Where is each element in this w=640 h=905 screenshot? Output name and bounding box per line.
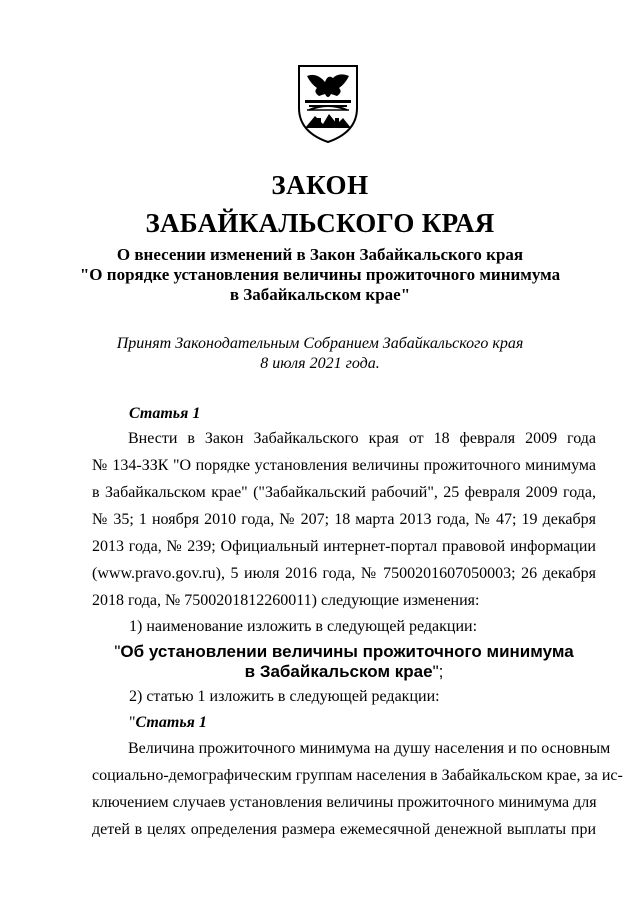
paragraph-line: № 35; 1 ноября 2010 года, № 207; 18 марта 2013 года, № 47; 19 декабря: [92, 511, 596, 528]
inner-paragraph-line: Величина прожиточного минимума на душу населения и по основным: [128, 740, 611, 757]
zabaykalsky-coat-of-arms-icon: [295, 62, 361, 144]
inner-article-heading: [129, 714, 207, 732]
paragraph-line: (www.pravo.gov.ru), 5 июля 2016 года, № 7500201607050003; 26 декабря: [92, 565, 596, 582]
subtitle-line: "О порядке установления величины прожиточного минимума: [79, 265, 561, 284]
paragraph-line: 2018 года, № 7500201812260011) следующие изменения:: [92, 592, 480, 609]
amendment-item-2: 2) статью 1 изложить в следующей редакции:: [129, 688, 440, 705]
inner-paragraph-line: детей в целях определения размера ежемесячной денежной выплаты при: [92, 821, 596, 838]
new-name-line-1: [92, 642, 596, 662]
amendment-item-1: 1) наименование изложить в следующей редакции:: [129, 618, 478, 635]
paragraph-line: в Забайкальском крае" ("Забайкальский рабочий", 25 февраля 2009 года,: [92, 484, 596, 501]
document-type-title: ЗАКОН: [271, 170, 369, 200]
new-law-name: [92, 642, 596, 682]
paragraph-line: 2013 года, № 239; Официальный интернет-портал правовой информации: [92, 538, 596, 555]
new-name-line-2: [92, 662, 596, 682]
adoption-line: 8 июля 2021 года.: [260, 355, 380, 372]
law-subtitle: [0, 245, 640, 305]
inner-heading-quote: ": [129, 714, 136, 731]
inner-paragraph-line: социально-демографическим группам населения в Забайкальском крае, за ис-: [92, 767, 623, 784]
adoption-line: Принят Законодательным Собранием Забайкальского края: [116, 335, 524, 352]
close-quote: ";: [432, 662, 444, 681]
open-quote: ": [114, 642, 121, 661]
adoption-note: [0, 334, 640, 374]
region-title: ЗАБАЙКАЛЬСКОГО КРАЯ: [145, 208, 495, 238]
paragraph-line: Внести в Закон Забайкальского края от 18 февраля 2009 года: [128, 430, 596, 447]
paragraph-line: № 134-ЗЗК "О порядке установления величины прожиточного минимума: [92, 457, 596, 474]
inner-heading-text: Статья 1: [135, 714, 207, 731]
inner-paragraph-line: ключением случаев установления величины прожиточного минимума для: [92, 794, 597, 811]
subtitle-line: в Забайкальском крае": [229, 285, 411, 304]
new-name-text-1: Об установлении величины прожиточного минимума: [120, 642, 574, 661]
new-name-text-2: в Забайкальском крае: [244, 662, 433, 681]
subtitle-line: О внесении изменений в Закон Забайкальского края: [116, 245, 524, 264]
article-heading: Статья 1: [129, 405, 201, 422]
